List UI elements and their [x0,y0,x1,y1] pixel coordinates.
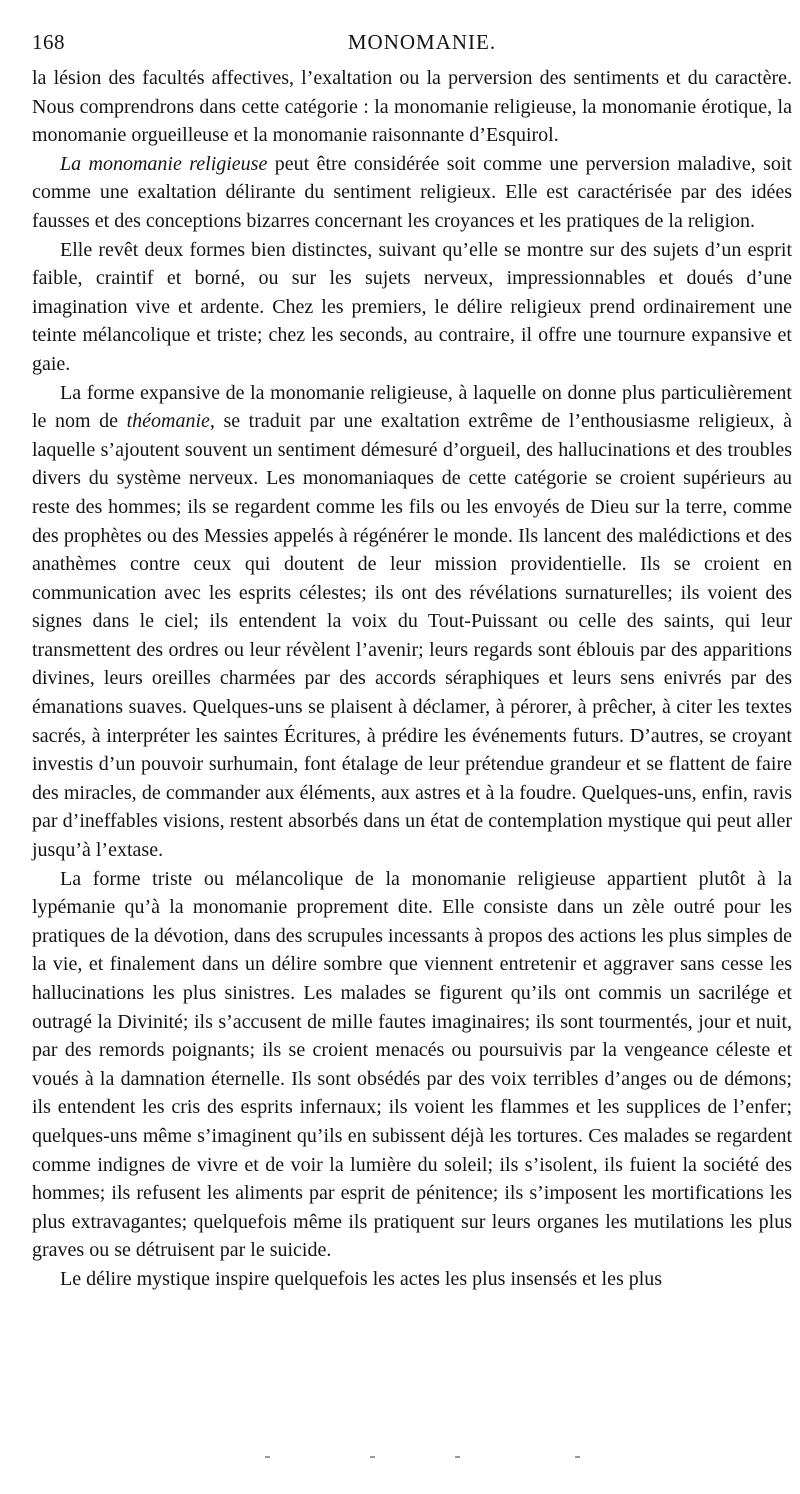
body-text [32,64,792,1294]
scan-speck [455,1456,460,1458]
paragraph-text: Le délire mystique inspire quelquefois les actes les plus insensés et les plus [60,1267,663,1290]
scan-speck [370,1456,375,1458]
paragraph-text: la lésion des facultés affectives, l’exaltation ou la perversion des sentiments et du caractère. Nous comprendrons dans cette catégorie : la monomanie religieuse, la monomanie érotique, la monomanie orgueilleuse et la monomanie raisonnante d’Esquirol. [32,67,792,147]
paragraph-text: peut être considérée soit comme une perversion maladive, soit comme une exaltation délirante du sentiment religieux. Elle est caractérisée par des idées fausses et des conceptions bizarres concernant les croyances et les pratiques de la religion. [32,152,792,232]
paragraph-emphasis-italic: théomanie [126,410,210,433]
scan-specks [0,1456,800,1468]
paragraph-two-forms [32,236,792,379]
scan-speck [265,1456,270,1458]
paragraph-religious-monomania [32,150,792,236]
paragraph-text: La forme expansive de la monomanie religieuse, à laquelle on donne plus particulièrement le nom de [32,381,792,433]
paragraph-mystic-delirium [32,1265,792,1294]
paragraph-expansive-form [32,379,792,865]
page-header [32,30,792,64]
book-page [32,30,792,1294]
paragraph-text: , se traduit par une exaltation extrême de l’enthousiasme religieux, à laquelle s’ajoutent souvent un sentiment démesuré d’orgueil, des hallucinations et des troubles divers du système nerveux. Les monomaniaques de cette catégorie se croient supérieurs au reste des hommes; ils se regardent comme les fils ou les envoyés de Dieu sur la terre, comme des prophètes ou des Messies appelés à régénérer le monde. Ils lancent des malédictions et des anathèmes contre ceux qui doutent de leur mission providentielle. Ils se croient en communication avec les esprits célestes; ils ont des révélations surnaturelles; ils voient des signes dans le ciel; ils entendent la voix du Tout-Puissant ou celle des saints, qui leur transmettent des ordres ou leur révèlent l’avenir; leurs regards sont éblouis par des apparitions divines, leurs oreilles charmées par des accords séraphiques et leurs sens enivrés par des émanations suaves. Quelques-uns se plaisent à déclamer, à pérorer, à prêcher, à citer les textes sacrés, à interpréter les saintes Écritures, à prédire les événements futurs. D’autres, se croyant investis d’un pouvoir surhumain, font étalage de leur prétendue grandeur et se flattent de faire des miracles, de commander aux éléments, aux astres et à la foudre. Quelques-uns, enfin, ravis par d’ineffables visions, restent absorbés dans un état de contemplation mystique qui peut aller jusqu’à l’extase. [32,410,792,862]
paragraph-lead-italic: La monomanie religieuse [60,152,268,175]
paragraph-text: Elle revêt deux formes bien distinctes, suivant qu’elle se montre sur des sujets d’un esprit faible, craintif et borné, ou sur les sujets nerveux, impressionnables et doués d’une imagination vive et ardente. Chez les premiers, le délire religieux prend ordinairement une teinte mélancolique et triste; chez les seconds, au contraire, il offre une tournure expansive et gaie. [32,238,792,375]
paragraph-melancholic-form [32,865,792,1265]
page-number: 168 [32,30,65,54]
running-head: MONOMANIE. [347,30,497,54]
scan-speck [575,1456,580,1458]
paragraph-text: La forme triste ou mélancolique de la monomanie religieuse appartient plutôt à la lypémanie qu’à la monomanie proprement dite. Elle consiste dans un zèle outré pour les pratiques de la dévotion, dans des scrupules incessants à propos des actions les plus simples de la vie, et finalement dans un délire sombre que viennent entretenir et aggraver sans cesse les hallucinations les plus sinistres. Les malades se figurent qu’ils ont commis un sacrilége et outragé la Divinité; ils s’accusent de mille fautes imaginaires; ils sont tourmentés, jour et nuit, par des remords poignants; ils se croient menacés ou poursuivis par la vengeance céleste et voués à la damnation éternelle. Ils sont obsédés par des voix terribles d’anges ou de démons; ils entendent les cris des esprits infernaux; ils voient les flammes et les supplices de l’enfer; quelques-uns même s’imaginent qu’ils en subissent déjà les tortures. Ces malades se regardent comme indignes de vivre et de voir la lumière du soleil; ils s’isolent, ils fuient la société des hommes; ils refusent les aliments par esprit de pénitence; ils s’imposent les mortifications les plus extravagantes; quelquefois même ils pratiquent sur leurs organes les mutilations les plus graves ou se détruisent par le suicide. [32,867,792,1262]
paragraph-continuation [32,64,792,150]
